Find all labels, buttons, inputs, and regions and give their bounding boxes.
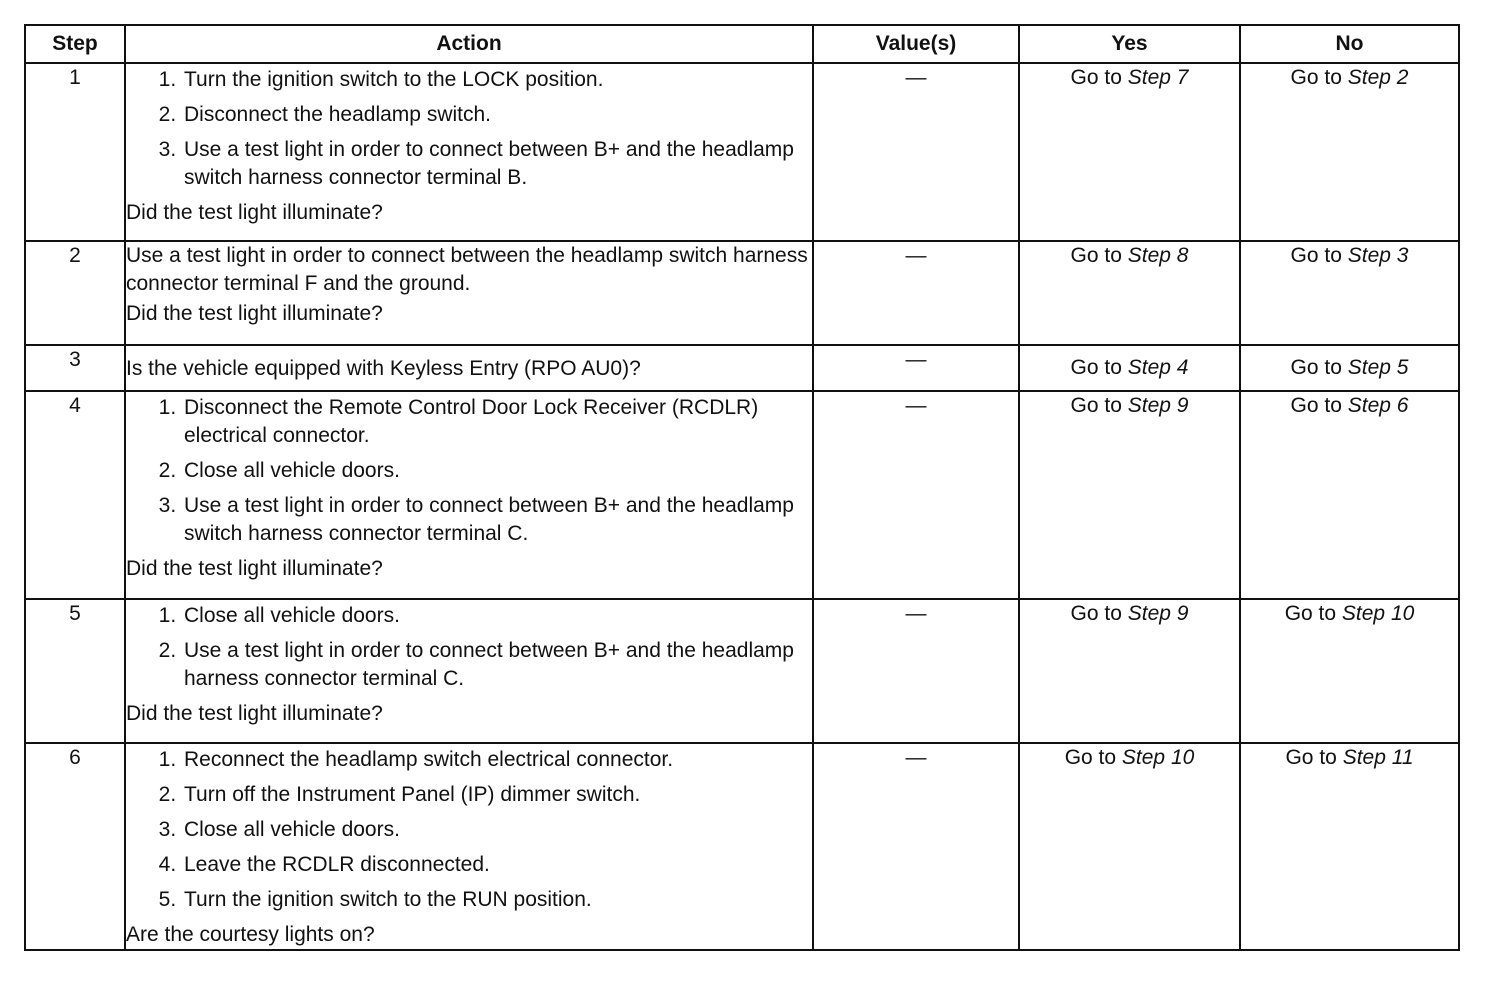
substep-item: 1. Close all vehicle doors. (182, 602, 812, 630)
goto-prefix: Go to (1070, 394, 1122, 417)
substep-item: 5. Turn the ignition switch to the RUN position. (182, 886, 812, 914)
substep-list (126, 394, 812, 548)
yes-cell (1019, 391, 1240, 599)
header-step: Step (25, 25, 125, 63)
no-step-link[interactable]: Step 10 (1341, 602, 1415, 625)
substep-item: 1. Reconnect the headlamp switch electrical connector. (182, 746, 812, 774)
goto-prefix: Go to (1070, 602, 1122, 625)
header-action: Action (125, 25, 813, 63)
goto-prefix: Go to (1285, 746, 1337, 769)
substep-item: 4. Leave the RCDLR disconnected. (182, 851, 812, 879)
table-row (25, 63, 1459, 241)
substep-list (126, 602, 812, 693)
no-step-link[interactable]: Step 6 (1347, 394, 1409, 417)
substep-item: 2. Close all vehicle doors. (182, 457, 812, 485)
no-step-link[interactable]: Step 3 (1347, 244, 1409, 267)
goto-prefix: Go to (1070, 244, 1122, 267)
substep-item: 3. Use a test light in order to connect between B+ and the headlamp switch harness connector terminal B. (182, 136, 812, 192)
step-question: Did the test light illuminate? (126, 302, 383, 325)
substep-item: 3. Close all vehicle doors. (182, 816, 812, 844)
action-cell (125, 743, 813, 950)
yes-step-link[interactable]: Step 8 (1127, 244, 1189, 267)
step-number: 3 (25, 345, 125, 391)
no-cell (1240, 743, 1459, 950)
no-step-link[interactable]: Step 11 (1342, 746, 1414, 769)
substep-list (126, 66, 812, 192)
action-text: Use a test light in order to connect between the headlamp switch harness connector terminal F and the ground. (126, 244, 808, 295)
action-cell (125, 241, 813, 345)
substep-list (126, 746, 812, 914)
table-row (25, 743, 1459, 950)
diagnostic-table (24, 24, 1460, 951)
step-number: 5 (25, 599, 125, 743)
table-row (25, 599, 1459, 743)
table-row (25, 345, 1459, 391)
yes-step-link[interactable]: Step 9 (1127, 602, 1189, 625)
table-row (25, 391, 1459, 599)
action-cell (125, 63, 813, 241)
goto-prefix: Go to (1284, 602, 1337, 625)
step-question: Did the test light illuminate? (126, 702, 383, 725)
no-cell (1240, 63, 1459, 241)
yes-cell (1019, 241, 1240, 345)
table-header (25, 25, 1459, 63)
step-question: Are the courtesy lights on? (126, 923, 375, 946)
table-body (25, 63, 1459, 950)
table-row (25, 241, 1459, 345)
yes-cell (1019, 345, 1240, 391)
header-row (25, 25, 1459, 63)
no-cell (1240, 241, 1459, 345)
step-number: 2 (25, 241, 125, 345)
step-question: Did the test light illuminate? (126, 557, 383, 580)
value-cell: — (813, 743, 1019, 950)
no-step-link[interactable]: Step 2 (1347, 66, 1409, 89)
yes-step-link[interactable]: Step 4 (1127, 356, 1189, 379)
action-cell (125, 391, 813, 599)
no-cell (1240, 599, 1459, 743)
step-number: 1 (25, 63, 125, 241)
yes-cell (1019, 599, 1240, 743)
step-question: Did the test light illuminate? (126, 201, 383, 224)
action-cell (125, 345, 813, 391)
value-cell: — (813, 345, 1019, 391)
no-step-link[interactable]: Step 5 (1347, 356, 1409, 379)
yes-cell (1019, 743, 1240, 950)
goto-prefix: Go to (1064, 746, 1117, 769)
substep-item: 1. Turn the ignition switch to the LOCK position. (182, 66, 812, 94)
step-number: 6 (25, 743, 125, 950)
header-no: No (1240, 25, 1459, 63)
step-question: Is the vehicle equipped with Keyless Entry (RPO AU0)? (126, 357, 641, 380)
header-yes: Yes (1019, 25, 1240, 63)
value-cell: — (813, 63, 1019, 241)
yes-step-link[interactable]: Step 9 (1127, 394, 1189, 417)
header-values: Value(s) (813, 25, 1019, 63)
yes-step-link[interactable]: Step 10 (1121, 746, 1195, 769)
step-number: 4 (25, 391, 125, 599)
value-cell: — (813, 241, 1019, 345)
yes-step-link[interactable]: Step 7 (1127, 66, 1189, 89)
value-cell: — (813, 599, 1019, 743)
action-cell (125, 599, 813, 743)
goto-prefix: Go to (1290, 356, 1342, 379)
goto-prefix: Go to (1070, 66, 1122, 89)
substep-item: 1. Disconnect the Remote Control Door Lock Receiver (RCDLR) electrical connector. (182, 394, 812, 450)
goto-prefix: Go to (1290, 394, 1342, 417)
goto-prefix: Go to (1070, 356, 1122, 379)
substep-item: 2. Turn off the Instrument Panel (IP) dimmer switch. (182, 781, 812, 809)
yes-cell (1019, 63, 1240, 241)
no-cell (1240, 391, 1459, 599)
substep-item: 2. Use a test light in order to connect between B+ and the headlamp harness connector terminal C. (182, 637, 812, 693)
goto-prefix: Go to (1290, 66, 1342, 89)
value-cell: — (813, 391, 1019, 599)
substep-item: 2. Disconnect the headlamp switch. (182, 101, 812, 129)
no-cell (1240, 345, 1459, 391)
substep-item: 3. Use a test light in order to connect between B+ and the headlamp switch harness connector terminal C. (182, 492, 812, 548)
goto-prefix: Go to (1290, 244, 1342, 267)
